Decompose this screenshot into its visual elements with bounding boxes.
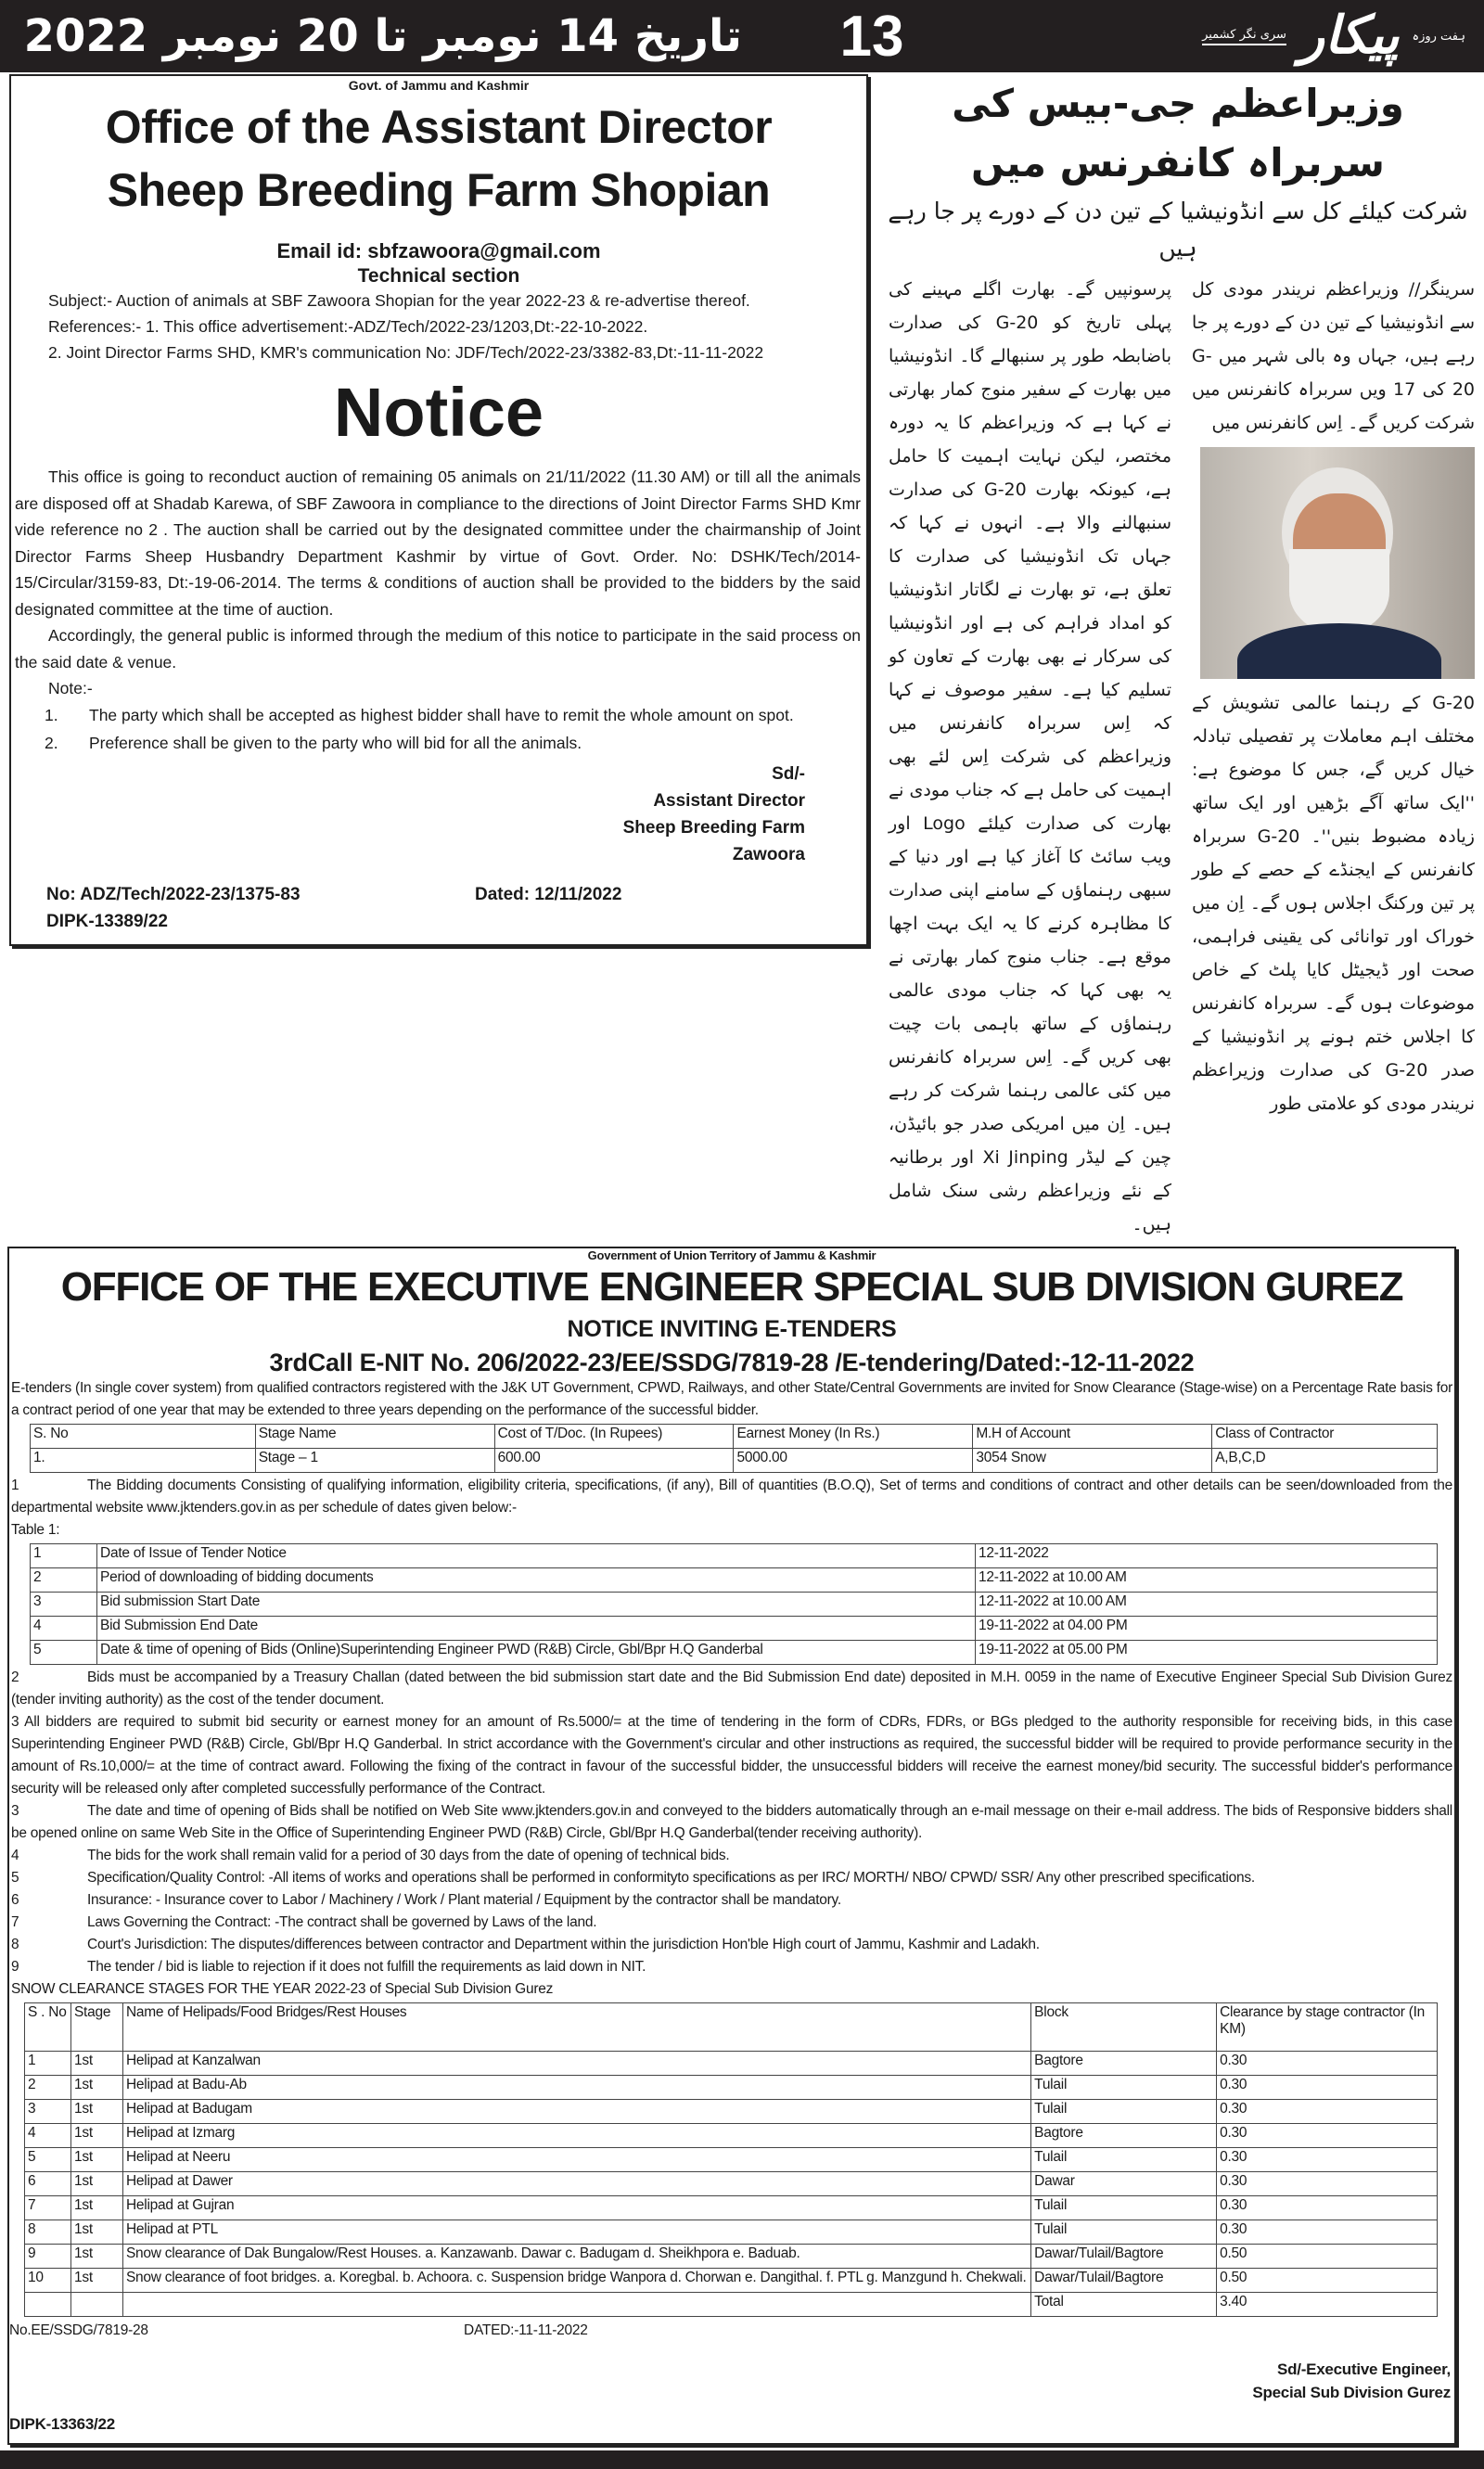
tender-intro: E-tenders (In single cover system) from qualified contractors registered with the J&K UT Government, CPWD, Railways, and other State/Central Governments are invited for Snow Clearance (Stage-wise) on a Percentage Rate basis for a contract period of one year that may be extended to three years depending on the performance of the successful bidder. [11,1380,1452,1418]
table-row [25,2196,1438,2220]
table-cell: 1 [25,2052,71,2076]
header-cell: Name of Helipads/Food Bridges/Rest Houses [122,2003,1030,2052]
table-cell: 2 [25,2076,71,2100]
header-cell: Earnest Money (In Rs.) [734,1425,973,1449]
stage-table [30,1424,1438,1473]
notice-reference-2: 2. Joint Director Farms SHD, KMR's communication No: JDF/Tech/2022-23/3382-83,Dt:-11-11-2022 [48,343,764,362]
table-cell: 0.30 [1217,2052,1438,2076]
table-cell: 1st [70,2172,122,2196]
table-cell: Helipad at Kanzalwan [122,2052,1030,2076]
urdu-column-left: پرسونپیں گے۔ بھارت اگلے مہینے کی پہلی تاریخ کو G-20 کی صدارت باضابطہ طور پر سنبھالے گا۔ انڈونیشیا میں بھارت کے سفیر منوج کمار بھارتی نے کہا ہے کہ وزیراعظم کا یہ دورہ مختصر، لیکن نہایت اہمیت کا حامل ہے، کیونکہ بھارت G-20 کی صدارت سنبھالنے والا ہے۔ انہوں نے کہا کہ جہاں تک انڈونیشیا کی صدارت کا تعلق ہے، تو بھارت نے لگاتار انڈونیشیا کو امداد فراہم کی ہے اور انڈونیشیا کی سرکار نے بھی بھارت کے تعاون کو تسلیم کیا ہے۔ سفیر موصوف نے کہا کہ اِس سربراہ کانفرنس میں وزیراعظم کی شرکت اِس لئے بھی اہمیت کی حامل ہے کہ جناب مودی نے بھارت کی صدارت کیلئے Logo اور ویب سائٹ کا آغاز کیا ہے اور دنیا کے سبھی رہنماؤں کے سامنے اپنی صدارت کا مظاہرہ کرنے کا یہ ایک بہت اچھا موقع ہے۔ جناب منوج کمار بھارتی نے یہ بھی کہا کہ جناب مودی عالمی رہنماؤں کے ساتھ باہمی بات چیت بھی کریں گے۔ اِس سربراہ کانفرنس میں کئی عالمی رہنما شرکت کر رہے ہیں۔ اِن میں امریکی صدر جو بائیڈن، چین کے لیڈر Xi Jinping اور برطانیہ کے نئے وزیراعظم رشی سنک شامل ہیں۔ [889,279,1172,1234]
signature-line: Zawoora [732,845,805,864]
table-cell: 4 [25,2124,71,2148]
header-cell: Class of Contractor [1212,1425,1438,1449]
note-item [11,701,866,729]
table-header-row [25,2003,1438,2052]
schedule-row [31,1593,1438,1617]
table-cell: Bagtore [1031,2052,1217,2076]
header-cell: S. No [31,1425,256,1449]
clause-text: The Bidding documents Consisting of qualifying information, eligibility criteria, specifications, (if any), Bill of quantities (B.O.Q), Set of terms and conditions of contract and other details can be seen/downloaded from the departmental website www.jktenders.gov.in as per schedule of dates given below:- [11,1478,1452,1516]
clause-text: 3 All bidders are required to submit bid security or earnest money for an amount of Rs.5000/= at the time of tendering in the form of CDRs, FDRs, or BGs pledged to the authority responsible for receiving bids, in this case Superintending Engineer PWD (R&B) Circle, Gbl/Bpr H.Q Ganderbal. In strict accordance with the Government's circular and other instructions as required, the successful bidder will be required to provide performance security in the amount of Rs.10,000/= at the time of contract award. Following the fixing of the contract in favour of the successful bidder, the unsuccessful bidders will receive the earnest money/bid security. The successful bidder's performance security will be released only after completed successfully performance of the Contract. [11,1714,1452,1797]
table-cell: 0.30 [1217,2172,1438,2196]
table-cell: 0.30 [1217,2220,1438,2245]
tender-clause [9,1867,1454,1889]
schedule-cell: Date & time of opening of Bids (Online)Superintending Engineer PWD (R&B) Circle, Gbl/Bpr H.Q Ganderbal [97,1641,976,1665]
tender-clause [9,1475,1454,1519]
table-cell: 1. [31,1449,256,1473]
notice-govt: Govt. of Jammu and Kashmir [348,78,530,93]
schedule-cell: 12-11-2022 at 10.00 AM [976,1593,1438,1617]
table-row [25,2076,1438,2100]
notice-paragraph-1: This office is going to reconduct auction of remaining 05 animals on 21/11/2022 (11.30 AM) or till all the animals are disposed off at Shadab Karewa, of SBF Zawoora in compliance to the directions of Joint Director Farms SHD Kmr vide reference no 2 . The auction shall be carried out by the designated committee under the chairmanship of Joint Director Farms Sheep Husbandry Department Kashmir by virtue of Govt. Order. No: DSHK/Tech/2014-15/Circular/3159-83, Dt:-19-06-2014. The terms & conditions of auction shall be provided to the bidders by the said designated committee at the time of auction. [15,467,861,619]
tender-clause [9,1845,1454,1867]
stages-title: SNOW CLEARANCE STAGES FOR THE YEAR 2022-23 of Special Sub Division Gurez [11,1981,554,1997]
notice-signature [11,761,805,868]
table-row [25,2172,1438,2196]
table-cell: Helipad at PTL [122,2220,1030,2245]
article-photo [1200,447,1475,679]
schedule-cell: Bid Submission End Date [97,1617,976,1641]
tender-dipk: DIPK-13363/22 [9,2415,115,2433]
table-cell: Snow clearance of Dak Bungalow/Rest Houses. a. Kanzawanb. Dawar c. Badugam d. Sheikhpora e. Baduab. [122,2245,1030,2269]
table-cell: 10 [25,2269,71,2293]
clause-text: Insurance: - Insurance cover to Labor / Machinery / Work / Plant material / Equipment by the contractor shall be mandatory. [87,1892,841,1908]
urdu-column-right [1192,273,1475,1241]
tender-clause [9,1711,1454,1800]
table-cell: 1st [70,2100,122,2124]
tender-subtitle: NOTICE INVITING E-TENDERS [567,1316,897,1342]
note-number: 2. [45,734,58,752]
schedule-cell: Date of Issue of Tender Notice [97,1544,976,1568]
table-cell: Stage – 1 [255,1449,494,1473]
header-cell: S . No [25,2003,71,2052]
tender-clause [9,1889,1454,1912]
schedule-cell: Period of downloading of bidding documents [97,1568,976,1593]
table-cell: 3054 Snow [973,1449,1212,1473]
table-cell: 9 [25,2245,71,2269]
table-cell: 600.00 [494,1449,734,1473]
table-header-row [31,1425,1438,1449]
notice-paragraph-2: Accordingly, the general public is informed through the medium of this notice to participate in the said process on the said date & venue. [15,626,861,672]
logo-weekly: ہفت روزہ [1412,29,1465,44]
table-cell: Helipad at Badugam [122,2100,1030,2124]
tender-clause [9,1934,1454,1956]
schedule-cell: 19-11-2022 at 05.00 PM [976,1641,1438,1665]
notice-footer-row [11,881,866,908]
signature-line: Special Sub Division Gurez [1252,2384,1451,2401]
schedule-cell: 5 [31,1641,97,1665]
notice-dipk: DIPK-13389/22 [46,912,168,931]
table1-label: Table 1: [11,1522,60,1538]
schedule-cell: Bid submission Start Date [97,1593,976,1617]
schedule-table [30,1543,1438,1665]
masthead-logo [1202,2,1465,70]
clause-text: Court's Jurisdiction: The disputes/differences between contractor and Department within the jurisdiction Hon'ble High court of Jammu, Kashmir and Ladakh. [87,1937,1040,1952]
table-cell: 0.50 [1217,2269,1438,2293]
signature-line: Assistant Director [653,791,805,811]
table-cell: 0.30 [1217,2196,1438,2220]
note-label: Note:- [48,679,93,697]
table-cell: Helipad at Dawer [122,2172,1030,2196]
tender-title: OFFICE OF THE EXECUTIVE ENGINEER SPECIAL SUB DIVISION GUREZ [60,1264,1403,1310]
table-cell: 1st [70,2052,122,2076]
top-section [0,74,1484,1241]
table-row [31,1449,1438,1473]
auction-notice [9,74,868,946]
clause-number: 2 [11,1669,19,1685]
table-cell: 1st [70,2269,122,2293]
table-cell: Helipad at Gujran [122,2196,1030,2220]
tender-number: No.EE/SSDG/7819-28 [9,2322,148,2338]
tender-clause [9,1800,1454,1845]
notice-subject: Subject:- Auction of animals at SBF Zawoora Shopian for the year 2022-23 & re-advertise thereof. [48,291,750,310]
table-cell: 0.50 [1217,2245,1438,2269]
table-cell: Tulail [1031,2220,1217,2245]
table-row [25,2245,1438,2269]
clause-text: Specification/Quality Control: -All items of works and operations shall be performed in conformityto specifications as per IRC/ MORTH/ NBO/ CPWD/ SSR/ Any other prescribed specifications. [87,1870,1255,1886]
notice-number: No: ADZ/Tech/2022-23/1375-83 [46,885,301,904]
table-cell: Dawar/Tulail/Bagtore [1031,2269,1217,2293]
tender-clause [9,1912,1454,1934]
schedule-row [31,1641,1438,1665]
clause-number: 9 [11,1959,19,1975]
table-cell: 6 [25,2172,71,2196]
table-cell: 1st [70,2124,122,2148]
urdu-headline: وزیراعظم جی-بیس کی سربراہ کانفرنس میں [952,81,1404,185]
clause-text: Bids must be accompanied by a Treasury Challan (dated between the bid submission start date and the Bid Submission End date) deposited in M.H. 0059 in the name of Executive Engineer Special Sub Division Gurez (tender inviting authority) as the cost of the tender document. [11,1669,1452,1708]
tender-clauses [9,1667,1454,1978]
schedule-cell: 4 [31,1617,97,1641]
schedule-cell: 19-11-2022 at 04.00 PM [976,1617,1438,1641]
tender-clause [9,1956,1454,1978]
clause-number: 3 [11,1803,19,1819]
newspaper-header-bar [0,0,1484,72]
table-cell: 7 [25,2196,71,2220]
table-cell: 8 [25,2220,71,2245]
table-cell: 3.40 [1217,2293,1438,2317]
tender-signature [9,2358,1451,2404]
notice-title-2: Sheep Breeding Farm Shopian [107,164,771,216]
tender-clause [9,1667,1454,1711]
table-cell: 1st [70,2196,122,2220]
table-row [25,2124,1438,2148]
issue-date: تاریخ 14 نومبر تا 20 نومبر 2022 [23,10,742,62]
logo-city: سری نگر کشمیر [1202,28,1286,45]
clause-text: Laws Governing the Contract: -The contract shall be governed by Laws of the land. [87,1914,597,1930]
signature-line: Sheep Breeding Farm [622,818,805,838]
urdu-subheadline: شرکت کیلئے کل سے انڈونیشیا کے تین دن کے دورے پر جا رہے ہیں [888,198,1468,262]
table-cell [122,2293,1030,2317]
table-cell: Dawar/Tulail/Bagtore [1031,2245,1217,2269]
logo-name: پیکار [1298,6,1400,66]
header-cell: M.H of Account [973,1425,1212,1449]
table-cell [70,2293,122,2317]
clause-text: The bids for the work shall remain valid for a period of 30 days from the date of opening of technical bids. [87,1848,730,1863]
note-text: Preference shall be given to the party who will bid for all the animals. [89,734,582,752]
table-row [25,2052,1438,2076]
table-cell: 3 [25,2100,71,2124]
table-cell: Helipad at Badu-Ab [122,2076,1030,2100]
table-row [25,2148,1438,2172]
tender-nit-number: 3rdCall E-NIT No. 206/2022-23/EE/SSDG/7819-28 /E-tendering/Dated:-12-11-2022 [269,1349,1195,1376]
table-cell: Bagtore [1031,2124,1217,2148]
table-cell: Snow clearance of foot bridges. a. Koregbal. b. Achoora. c. Suspension bridge Wanpora d. Chorwan e. Dangithal. f. PTL g. Manzgund h. Chekwali. [122,2269,1030,2293]
clause-number: 7 [11,1914,19,1930]
urdu-article [881,74,1475,1241]
header-cell: Clearance by stage contractor (In KM) [1217,2003,1438,2052]
notice-email: Email id: sbfzawoora@gmail.com [276,239,601,262]
schedule-row [31,1544,1438,1568]
table-cell: 5000.00 [734,1449,973,1473]
clause-number: 6 [11,1892,19,1908]
table-cell: 0.30 [1217,2124,1438,2148]
table-cell: Helipad at Izmarg [122,2124,1030,2148]
header-cell: Block [1031,2003,1217,2052]
schedule-cell: 2 [31,1568,97,1593]
clause-number: 8 [11,1937,19,1952]
table-cell: Tulail [1031,2100,1217,2124]
urdu-columns [881,273,1475,1241]
tender-date: DATED:-11-11-2022 [464,2322,588,2338]
table-row [25,2269,1438,2293]
table-cell: Dawar [1031,2172,1217,2196]
table-cell: A,B,C,D [1212,1449,1438,1473]
table-cell: Tulail [1031,2076,1217,2100]
header-cell: Cost of T/Doc. (In Rupees) [494,1425,734,1449]
snow-clearance-table [24,2002,1438,2317]
urdu-column-right-bottom: G-20 کے رہنما عالمی تشویش کے مختلف اہم معاملات پر تفصیلی تبادلہ خیال کریں گے، جس کا موضوع ہے: ''ایک ساتھ آگے بڑھیں اور ایک ساتھ زیادہ مضبوط بنیں''۔ G-20 سربراہ کانفرنس کے ایجنڈے کے حصے کے طور پر تین ورکنگ اجلاس ہوں گے۔ اِن میں خوراک اور توانائی کی یقینی فراہمی، صحت اور ڈیجیٹل کایا پلٹ کے خاص موضوعات ہوں گے۔ سربراہ کانفرنس کا اجلاس ختم ہونے پر انڈونیشیا کے صدر G-20 کی صدارت وزیراعظم نریندر مودی کو علامتی طور [1192,693,1475,1114]
table-cell: Total [1031,2293,1217,2317]
table-cell [25,2293,71,2317]
notice-title-1: Office of the Assistant Director [105,101,773,153]
schedule-cell: 3 [31,1593,97,1617]
tender-govt: Government of Union Territory of Jammu & Kashmir [587,1248,876,1262]
header-cell: Stage [70,2003,122,2052]
notice-section: Technical section [357,265,520,287]
notice-heading: Notice [333,374,544,451]
table-cell: Tulail [1031,2148,1217,2172]
clause-number: 4 [11,1848,19,1863]
signature-line: Sd/- [772,764,805,784]
clause-text: The date and time of opening of Bids shall be notified on Web Site www.jktenders.gov.in and conveyed to the bidders automatically through an e-mail message on their e-mail address. The bids of Responsive bidders shall be opened online on same Web Site in the Office of Superintending Engineer PWD (R&B) Circle, Gbl/Bpr H.Q Ganderbal(tender receiving authority). [11,1803,1452,1841]
footer-bar [0,2450,1484,2469]
schedule-row [31,1617,1438,1641]
table-cell: 0.30 [1217,2076,1438,2100]
clause-number: 1 [11,1478,19,1493]
table-cell: 1st [70,2148,122,2172]
table-cell: 0.30 [1217,2148,1438,2172]
notice-date: Dated: 12/11/2022 [475,885,622,904]
note-item [11,729,866,757]
table-row [25,2293,1438,2317]
schedule-cell: 1 [31,1544,97,1568]
signature-line: Sd/-Executive Engineer, [1277,2360,1451,2378]
notice-reference-1: References:- 1. This office advertisement:-ADZ/Tech/2022-23/1203,Dt:-22-10-2022. [48,317,648,336]
clause-text: The tender / bid is liable to rejection if it does not fulfill the requirements as laid down in NIT. [87,1959,646,1975]
tender-footer-row [9,2322,1454,2339]
table-cell: 0.30 [1217,2100,1438,2124]
header-cell: Stage Name [255,1425,494,1449]
urdu-column-right-top: سرینگر// وزیراعظم نریندر مودی کل سے انڈونیشیا کے تین دن کے دورے پر جا رہے ہیں، جہاں وہ بالی شہر میں G-20 کی 17 ویں سربراہ کانفرنس میں شرکت کریں گے۔ اِس کانفرنس میں [1192,279,1475,433]
table-cell: Tulail [1031,2196,1217,2220]
table-row [25,2100,1438,2124]
note-number: 1. [45,706,58,724]
page-number: 13 [839,4,904,69]
table-row [25,2220,1438,2245]
clause-number: 5 [11,1870,19,1886]
table-cell: 5 [25,2148,71,2172]
table-cell: 1st [70,2220,122,2245]
schedule-cell: 12-11-2022 at 10.00 AM [976,1568,1438,1593]
note-text: The party which shall be accepted as highest bidder shall have to remit the whole amount on spot. [89,706,794,724]
table-cell: Helipad at Neeru [122,2148,1030,2172]
table-cell: 1st [70,2245,122,2269]
schedule-row [31,1568,1438,1593]
table-cell: 1st [70,2076,122,2100]
tender-notice [7,1247,1456,2445]
schedule-cell: 12-11-2022 [976,1544,1438,1568]
